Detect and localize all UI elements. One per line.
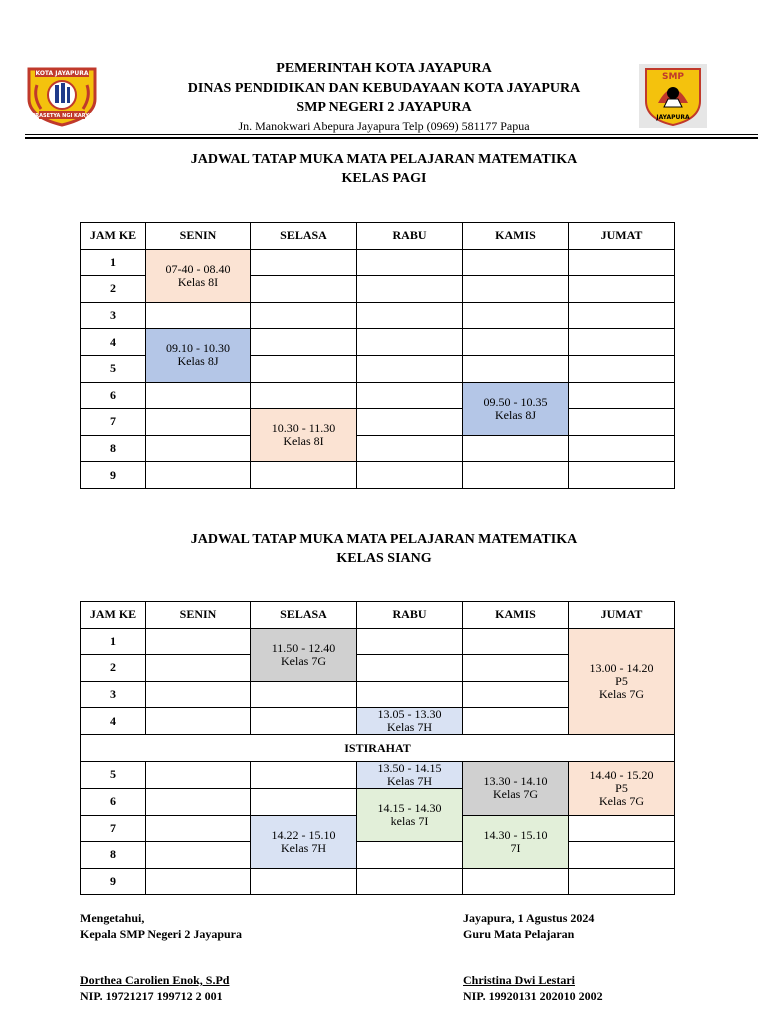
slot-rabu-7h-2 — [357, 761, 463, 788]
empty-cell — [251, 868, 357, 895]
jam-cell: 7 — [81, 409, 146, 436]
empty-cell — [146, 409, 251, 436]
empty-cell — [569, 842, 675, 869]
empty-cell — [357, 435, 463, 462]
slot-class: Kelas 7G — [493, 787, 538, 802]
table-row — [81, 462, 675, 489]
slot-selasa-7g — [251, 628, 357, 681]
slot-time: 09.10 - 10.30 — [166, 341, 230, 356]
empty-cell — [146, 815, 251, 842]
jam-cell: 1 — [81, 249, 146, 276]
slot-time: 14.15 - 14.30 — [377, 801, 442, 816]
slot-time: 14.40 - 15.20 — [589, 767, 654, 782]
header-kamis: KAMIS — [463, 223, 569, 250]
pagi-subtitle: KELAS PAGI — [341, 171, 427, 186]
slot-time: 13.30 - 14.10 — [483, 774, 548, 789]
government-name: PEMERINTAH KOTA JAYAPURA — [276, 61, 492, 76]
slot-time: 10.30 - 11.30 — [271, 421, 336, 436]
slot-selasa-7h — [251, 815, 357, 868]
principal-title: Kepala SMP Negeri 2 Jayapura — [80, 927, 242, 941]
logo-left-top-text: KOTA JAYAPURA — [35, 70, 89, 77]
header-divider-thick — [25, 137, 758, 139]
table-row — [81, 868, 675, 895]
jam-cell: 3 — [81, 302, 146, 329]
empty-cell — [357, 382, 463, 409]
empty-cell — [251, 302, 357, 329]
header-senin: SENIN — [146, 223, 251, 250]
header-jumat: JUMAT — [569, 602, 675, 629]
empty-cell — [146, 681, 251, 708]
empty-cell — [357, 249, 463, 276]
empty-cell — [251, 329, 357, 356]
istirahat-row — [81, 735, 675, 762]
empty-cell — [463, 302, 569, 329]
empty-cell — [463, 681, 569, 708]
empty-cell — [569, 868, 675, 895]
slot-class: Kelas 7H — [281, 840, 326, 855]
empty-cell — [463, 249, 569, 276]
table-row — [81, 842, 675, 869]
jam-cell: 8 — [81, 842, 146, 869]
jam-cell: 3 — [81, 681, 146, 708]
header-divider-thin — [25, 134, 758, 135]
teacher-nip: NIP. 19920131 202010 2002 — [463, 989, 603, 1003]
empty-cell — [463, 329, 569, 356]
pagi-title: JADWAL TATAP MUKA MATA PELAJARAN MATEMATIKA — [190, 152, 578, 167]
schedule-table-pagi — [80, 222, 675, 489]
slot-time: 09.50 - 10.35 — [483, 394, 548, 409]
empty-cell — [251, 276, 357, 303]
teacher-name: Christina Dwi Lestari — [463, 973, 575, 987]
slot-kamis-7i — [463, 815, 569, 868]
slot-p5: P5 — [615, 780, 628, 795]
jam-cell: 2 — [81, 655, 146, 682]
empty-cell — [569, 329, 675, 356]
header-kamis: KAMIS — [463, 602, 569, 629]
jam-cell: 9 — [81, 462, 146, 489]
empty-cell — [251, 355, 357, 382]
empty-cell — [463, 628, 569, 655]
empty-cell — [569, 249, 675, 276]
slot-time: 11.50 - 12.40 — [271, 640, 336, 655]
logo-right-bottom-text: JAYAPURA — [656, 114, 690, 121]
header-selasa: SELASA — [251, 223, 357, 250]
empty-cell — [357, 355, 463, 382]
slot-class: 7I — [510, 840, 521, 855]
jam-cell: 4 — [81, 329, 146, 356]
jam-cell: 1 — [81, 628, 146, 655]
siang-subtitle: KELAS SIANG — [336, 551, 432, 566]
empty-cell — [357, 302, 463, 329]
siang-title: JADWAL TATAP MUKA MATA PELAJARAN MATEMATIKA — [190, 532, 578, 547]
table-row — [81, 409, 675, 436]
slot-class: Kelas 7G — [599, 793, 644, 808]
table-header-row — [81, 223, 675, 250]
jam-cell: 2 — [81, 276, 146, 303]
empty-cell — [463, 868, 569, 895]
empty-cell — [357, 409, 463, 436]
header-jam-ke: JAM KE — [81, 223, 146, 250]
empty-cell — [146, 708, 251, 735]
empty-cell — [463, 435, 569, 462]
slot-time: 07-40 - 08.40 — [165, 261, 231, 276]
header-rabu: RABU — [357, 602, 463, 629]
header-rabu: RABU — [357, 223, 463, 250]
slot-class: Kelas 8I — [283, 434, 324, 449]
slot-time: 14.22 - 15.10 — [271, 827, 336, 842]
slot-class: kelas 7I — [390, 814, 429, 829]
empty-cell — [357, 681, 463, 708]
empty-cell — [357, 655, 463, 682]
empty-cell — [357, 329, 463, 356]
slot-class: Kelas 8I — [177, 274, 219, 289]
table-row — [81, 761, 675, 788]
empty-cell — [146, 868, 251, 895]
empty-cell — [146, 655, 251, 682]
empty-cell — [569, 435, 675, 462]
slot-class: Kelas 7H — [387, 773, 432, 788]
table-row — [81, 382, 675, 409]
header-senin: SENIN — [146, 602, 251, 629]
empty-cell — [251, 249, 357, 276]
jam-cell: 7 — [81, 815, 146, 842]
slot-time: 13.00 - 14.20 — [589, 660, 654, 675]
department-name: DINAS PENDIDIKAN DAN KEBUDAYAAN KOTA JAYAPURA — [187, 81, 581, 96]
jam-cell: 6 — [81, 788, 146, 815]
acknowledged-label: Mengetahui, — [80, 911, 145, 925]
slot-senin-8j — [146, 329, 251, 382]
slot-rabu-7h — [357, 708, 463, 735]
slot-class: Kelas 7H — [387, 720, 432, 735]
empty-cell — [251, 681, 357, 708]
slot-kamis-7g — [463, 761, 569, 815]
empty-cell — [569, 276, 675, 303]
empty-cell — [463, 355, 569, 382]
principal-nip: NIP. 19721217 199712 2 001 — [80, 989, 223, 1003]
logo-right-top-text: SMP — [661, 72, 685, 82]
empty-cell — [357, 462, 463, 489]
slot-time: 13.50 - 14.15 — [377, 760, 442, 775]
slot-p5: P5 — [615, 673, 628, 688]
jam-cell: 5 — [81, 355, 146, 382]
jam-cell: 5 — [81, 761, 146, 788]
header-selasa: SELASA — [251, 602, 357, 629]
jam-cell: 8 — [81, 435, 146, 462]
slot-jumat-7g-p5 — [569, 628, 675, 735]
table-row — [81, 628, 675, 655]
principal-name: Dorthea Carolien Enok, S.Pd — [80, 973, 230, 987]
schedule-table-siang — [80, 601, 675, 895]
empty-cell — [146, 302, 251, 329]
empty-cell — [569, 382, 675, 409]
slot-selasa-8i — [251, 409, 357, 462]
teacher-title: Guru Mata Pelajaran — [463, 927, 575, 941]
empty-cell — [251, 788, 357, 815]
empty-cell — [569, 355, 675, 382]
empty-cell — [146, 761, 251, 788]
empty-cell — [251, 382, 357, 409]
slot-senin-8i — [146, 249, 251, 302]
slot-class: Kelas 7G — [281, 653, 326, 668]
empty-cell — [146, 462, 251, 489]
school-address: Jn. Manokwari Abepura Jayapura Telp (0969) 581177 Papua — [238, 119, 530, 133]
slot-time: 13.05 - 13.30 — [377, 707, 442, 722]
empty-cell — [569, 409, 675, 436]
empty-cell — [463, 655, 569, 682]
empty-cell — [146, 788, 251, 815]
empty-cell — [357, 868, 463, 895]
empty-cell — [569, 815, 675, 842]
istirahat-label: ISTIRAHAT — [81, 735, 675, 762]
slot-class: Kelas 7G — [599, 686, 644, 701]
table-row — [81, 249, 675, 276]
table-header-row — [81, 602, 675, 629]
empty-cell — [251, 761, 357, 788]
slot-jumat-7g-p5-2 — [569, 761, 675, 815]
empty-cell — [357, 276, 463, 303]
logo-left-bottom-text: PRASETYA NGI KARYA — [31, 113, 93, 119]
empty-cell — [357, 628, 463, 655]
empty-cell — [146, 382, 251, 409]
slot-time: 14.30 - 15.10 — [483, 827, 548, 842]
empty-cell — [463, 276, 569, 303]
table-row — [81, 302, 675, 329]
header-jumat: JUMAT — [569, 223, 675, 250]
empty-cell — [569, 462, 675, 489]
table-row — [81, 435, 675, 462]
jam-cell: 4 — [81, 708, 146, 735]
empty-cell — [146, 628, 251, 655]
empty-cell — [463, 462, 569, 489]
empty-cell — [357, 842, 463, 869]
empty-cell — [146, 842, 251, 869]
empty-cell — [146, 435, 251, 462]
empty-cell — [251, 462, 357, 489]
jam-cell: 9 — [81, 868, 146, 895]
empty-cell — [463, 708, 569, 735]
slot-class: Kelas 8J — [495, 407, 536, 422]
school-name: SMP NEGERI 2 JAYAPURA — [296, 100, 472, 115]
jam-cell: 6 — [81, 382, 146, 409]
slot-class: Kelas 8J — [177, 354, 219, 369]
table-row — [81, 329, 675, 356]
header-jam-ke: JAM KE — [81, 602, 146, 629]
empty-cell — [569, 302, 675, 329]
slot-rabu-7i — [357, 788, 463, 841]
slot-kamis-8j — [463, 382, 569, 435]
place-date: Jayapura, 1 Agustus 2024 — [463, 911, 595, 925]
empty-cell — [251, 708, 357, 735]
